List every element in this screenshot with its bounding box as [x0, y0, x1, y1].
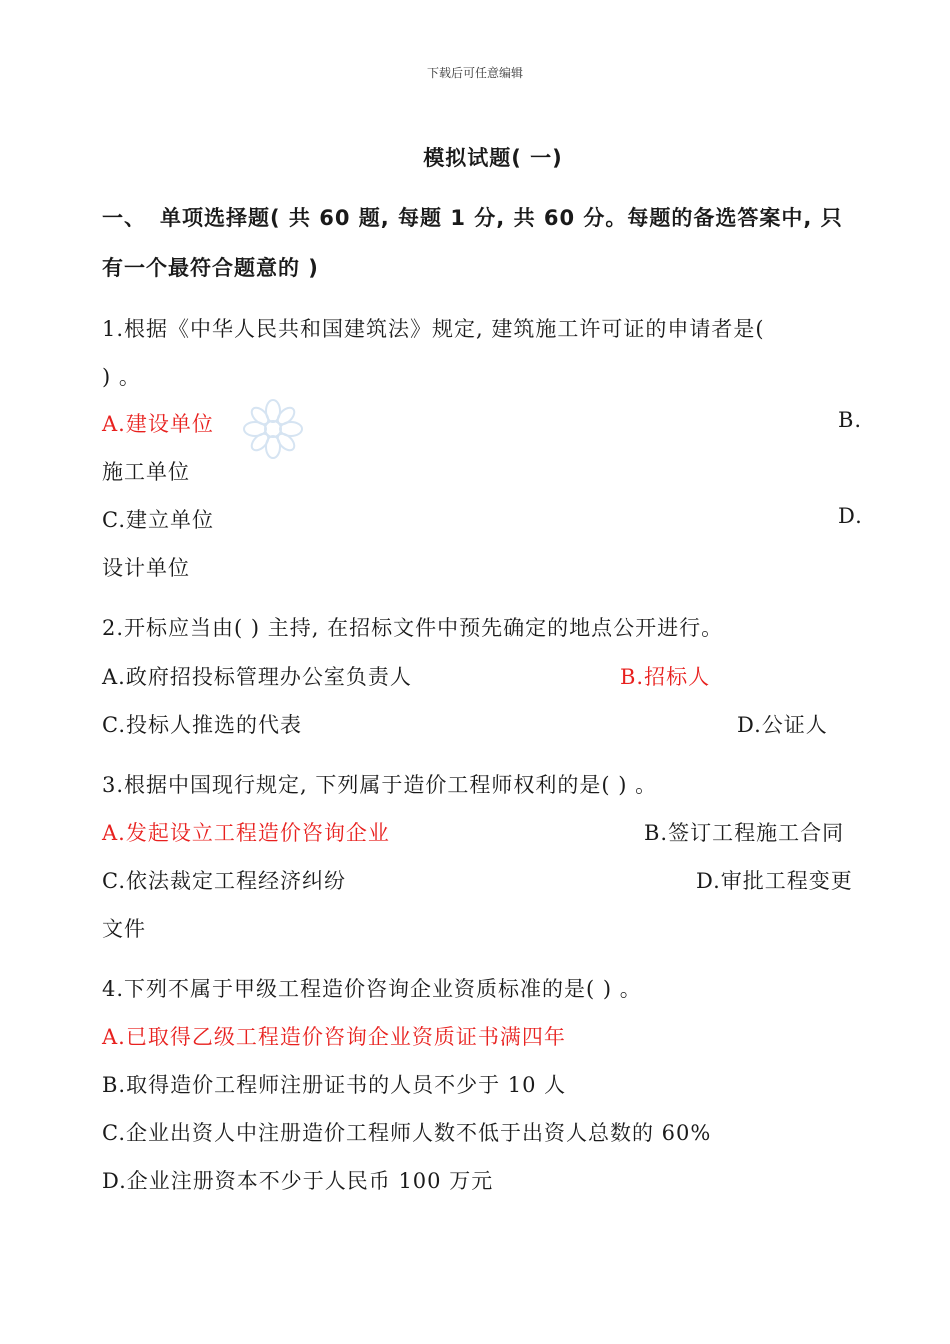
option-d-text: 设计单位 — [102, 556, 190, 580]
option-a-correct: A.建设单位 — [102, 412, 214, 436]
watermark-flower-icon — [240, 398, 306, 460]
option-c: C.建立单位 — [102, 508, 214, 532]
option-b: B.签订工程施工合同 — [644, 821, 845, 845]
section-heading-line2: 有一个最符合题意的 ) — [102, 256, 319, 280]
question-stem-cont: ) 。 — [102, 365, 141, 389]
option-b-correct: B.招标人 — [620, 665, 711, 689]
page-title: 模拟试题( 一) — [423, 146, 563, 170]
option-c: C.依法裁定工程经济纠纷 — [102, 869, 346, 893]
question-stem: 1.根据《中华人民共和国建筑法》规定, 建筑施工许可证的申请者是( — [102, 317, 765, 341]
option-b: B.取得造价工程师注册证书的人员不少于 10 人 — [102, 1073, 567, 1097]
header-note: 下载后可任意编辑 — [426, 66, 523, 80]
option-c: C.企业出资人中注册造价工程师人数不低于出资人总数的 60% — [102, 1121, 712, 1145]
option-a-correct: A.已取得乙级工程造价咨询企业资质证书满四年 — [102, 1025, 566, 1049]
question-stem: 2.开标应当由( ) 主持, 在招标文件中预先确定的地点公开进行。 — [102, 616, 724, 640]
question-stem: 4.下列不属于甲级工程造价咨询企业资质标准的是( ) 。 — [102, 977, 642, 1001]
section-number: 一、 — [102, 206, 146, 230]
option-b-text: 施工单位 — [102, 460, 190, 484]
option-a: A.政府招投标管理办公室负责人 — [102, 665, 412, 689]
option-b-label: B. — [838, 408, 863, 432]
option-a-correct: A.发起设立工程造价咨询企业 — [102, 821, 390, 845]
option-d-cont: 文件 — [102, 917, 146, 941]
option-d: D.审批工程变更 — [696, 869, 853, 893]
option-d: D.公证人 — [737, 713, 828, 737]
option-c: C.投标人推选的代表 — [102, 713, 302, 737]
question-stem: 3.根据中国现行规定, 下列属于造价工程师权利的是( ) 。 — [102, 773, 658, 797]
section-heading-line1: 单项选择题( 共 60 题, 每题 1 分, 共 60 分。每题的备选答案中, 只 — [160, 206, 843, 230]
option-d: D.企业注册资本不少于人民币 100 万元 — [102, 1169, 494, 1193]
option-d-label: D. — [838, 504, 863, 528]
